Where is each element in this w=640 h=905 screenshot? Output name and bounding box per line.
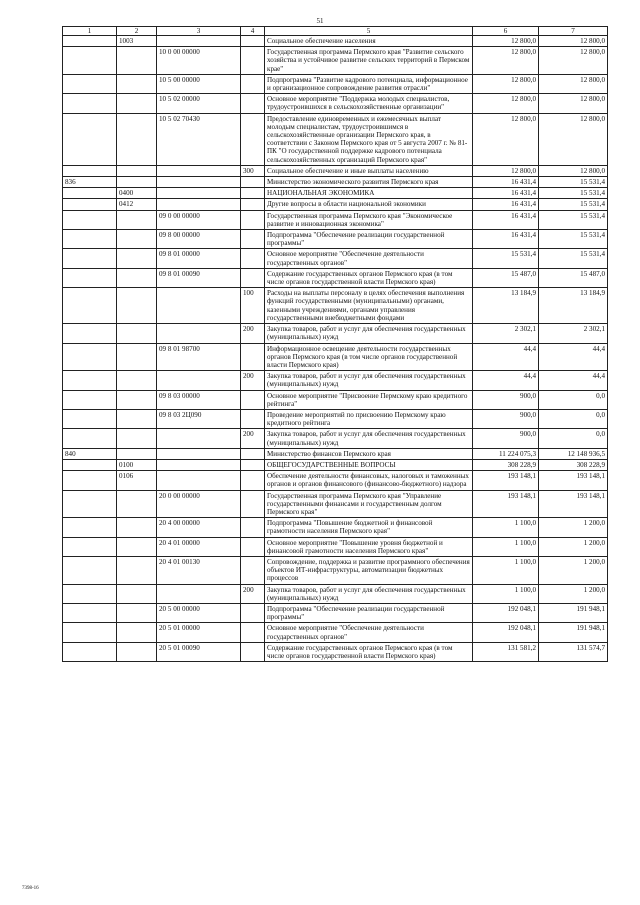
cell-amount-2: 15 531,4 bbox=[539, 249, 608, 268]
cell-amount-2: 12 800,0 bbox=[539, 74, 608, 93]
cell-amount-2: 15 531,4 bbox=[539, 177, 608, 188]
table-header bbox=[63, 27, 608, 36]
cell-amount-2: 308 228,9 bbox=[539, 459, 608, 470]
cell-target-article: 09 8 01 00000 bbox=[157, 249, 241, 268]
cell-section bbox=[117, 390, 157, 409]
cell-amount-2: 0,0 bbox=[539, 409, 608, 428]
cell-amount-1: 12 800,0 bbox=[473, 165, 539, 176]
cell-target-article: 20 5 01 00000 bbox=[157, 623, 241, 642]
cell-amount-2: 1 200,0 bbox=[539, 556, 608, 584]
cell-description: Подпрограмма "Развитие кадрового потенциала, информационное и организационное сопровождение развития отрасли" bbox=[265, 74, 473, 93]
cell-ministry bbox=[63, 94, 117, 113]
cell-expense-type bbox=[241, 390, 265, 409]
cell-amount-2: 193 148,1 bbox=[539, 471, 608, 490]
table-row bbox=[63, 448, 608, 459]
cell-amount-2: 15 531,4 bbox=[539, 199, 608, 210]
cell-expense-type bbox=[241, 230, 265, 249]
cell-amount-2: 44,4 bbox=[539, 371, 608, 390]
cell-target-article: 09 0 00 00000 bbox=[157, 210, 241, 229]
cell-amount-1: 12 800,0 bbox=[473, 94, 539, 113]
cell-amount-2: 2 302,1 bbox=[539, 324, 608, 343]
cell-amount-1: 44,4 bbox=[473, 343, 539, 371]
cell-ministry bbox=[63, 230, 117, 249]
cell-section bbox=[117, 409, 157, 428]
cell-ministry bbox=[63, 47, 117, 75]
cell-description: Закупка товаров, работ и услуг для обеспечения государственных (муниципальных) нужд bbox=[265, 584, 473, 603]
cell-description: Министерство экономического развития Пермского края bbox=[265, 177, 473, 188]
page-number: 51 bbox=[316, 17, 324, 25]
cell-section bbox=[117, 490, 157, 518]
cell-amount-1: 16 431,4 bbox=[473, 230, 539, 249]
table-row bbox=[63, 603, 608, 622]
cell-section bbox=[117, 603, 157, 622]
cell-description: Расходы на выплаты персоналу в целях обеспечения выполнения функций государственными (муниципальными) органами, казенными учреждениями, органами управления государственными внебюджетными фондами bbox=[265, 288, 473, 324]
table-row bbox=[63, 371, 608, 390]
table-row bbox=[63, 177, 608, 188]
cell-amount-1: 12 800,0 bbox=[473, 36, 539, 47]
cell-amount-1: 308 228,9 bbox=[473, 459, 539, 470]
cell-target-article: 10 5 02 70430 bbox=[157, 113, 241, 165]
cell-expense-type bbox=[241, 603, 265, 622]
cell-amount-1: 1 100,0 bbox=[473, 518, 539, 537]
cell-target-article: 10 5 00 00000 bbox=[157, 74, 241, 93]
cell-amount-1: 12 800,0 bbox=[473, 113, 539, 165]
cell-ministry bbox=[63, 371, 117, 390]
cell-description: Основное мероприятие "Обеспечение деятельности государственных органов" bbox=[265, 623, 473, 642]
cell-expense-type bbox=[241, 113, 265, 165]
cell-amount-2: 15 531,4 bbox=[539, 188, 608, 199]
cell-expense-type bbox=[241, 409, 265, 428]
cell-target-article: 09 8 01 00090 bbox=[157, 268, 241, 287]
cell-expense-type bbox=[241, 74, 265, 93]
table-row bbox=[63, 518, 608, 537]
cell-ministry bbox=[63, 490, 117, 518]
cell-amount-1: 12 800,0 bbox=[473, 74, 539, 93]
cell-target-article bbox=[157, 288, 241, 324]
cell-description: Закупка товаров, работ и услуг для обеспечения государственных (муниципальных) нужд bbox=[265, 429, 473, 448]
table-row bbox=[63, 113, 608, 165]
table-row bbox=[63, 471, 608, 490]
cell-ministry bbox=[63, 188, 117, 199]
cell-section: 1003 bbox=[117, 36, 157, 47]
cell-expense-type bbox=[241, 177, 265, 188]
cell-target-article bbox=[157, 448, 241, 459]
cell-section bbox=[117, 47, 157, 75]
cell-ministry bbox=[63, 74, 117, 93]
cell-description: Основное мероприятие "Обеспечение деятельности государственных органов" bbox=[265, 249, 473, 268]
cell-section bbox=[117, 113, 157, 165]
column-header: 4 bbox=[241, 27, 265, 36]
cell-ministry bbox=[63, 249, 117, 268]
cell-expense-type bbox=[241, 459, 265, 470]
cell-ministry bbox=[63, 471, 117, 490]
cell-target-article bbox=[157, 371, 241, 390]
cell-target-article: 20 4 01 00130 bbox=[157, 556, 241, 584]
cell-description: Другие вопросы в области национальной экономики bbox=[265, 199, 473, 210]
cell-amount-2: 15 487,0 bbox=[539, 268, 608, 287]
cell-expense-type bbox=[241, 188, 265, 199]
cell-ministry bbox=[63, 113, 117, 165]
cell-amount-1: 193 148,1 bbox=[473, 471, 539, 490]
table-row bbox=[63, 94, 608, 113]
cell-expense-type bbox=[241, 623, 265, 642]
cell-description: Основное мероприятие "Присвоение Пермскому краю кредитного рейтинга" bbox=[265, 390, 473, 409]
cell-amount-1: 192 048,1 bbox=[473, 603, 539, 622]
table-row bbox=[63, 459, 608, 470]
table-row bbox=[63, 390, 608, 409]
cell-description: Содержание государственных органов Пермского края (в том числе органов государственной власти Пермского края) bbox=[265, 268, 473, 287]
table-row bbox=[63, 409, 608, 428]
cell-amount-2: 131 574,7 bbox=[539, 642, 608, 661]
cell-expense-type: 300 bbox=[241, 165, 265, 176]
cell-amount-2: 193 148,1 bbox=[539, 490, 608, 518]
table-row bbox=[63, 249, 608, 268]
cell-description: ОБЩЕГОСУДАРСТВЕННЫЕ ВОПРОСЫ bbox=[265, 459, 473, 470]
cell-section bbox=[117, 623, 157, 642]
cell-description: Министерство финансов Пермского края bbox=[265, 448, 473, 459]
cell-target-article: 10 5 02 00000 bbox=[157, 94, 241, 113]
cell-description: Подпрограмма "Повышение бюджетной и финансовой грамотности населения Пермского края" bbox=[265, 518, 473, 537]
cell-target-article: 09 8 03 2Ц090 bbox=[157, 409, 241, 428]
cell-section bbox=[117, 642, 157, 661]
cell-amount-2: 44,4 bbox=[539, 343, 608, 371]
cell-target-article bbox=[157, 429, 241, 448]
cell-section bbox=[117, 343, 157, 371]
cell-expense-type bbox=[241, 343, 265, 371]
cell-amount-2: 12 800,0 bbox=[539, 47, 608, 75]
cell-target-article: 20 0 00 00000 bbox=[157, 490, 241, 518]
cell-amount-2: 15 531,4 bbox=[539, 230, 608, 249]
table-row bbox=[63, 36, 608, 47]
cell-description: Закупка товаров, работ и услуг для обеспечения государственных (муниципальных) нужд bbox=[265, 371, 473, 390]
cell-amount-1: 16 431,4 bbox=[473, 199, 539, 210]
cell-expense-type bbox=[241, 448, 265, 459]
column-header: 1 bbox=[63, 27, 117, 36]
cell-description: Информационное освещение деятельности государственных органов Пермского края (в том числе органов государственной власти Пермского края) bbox=[265, 343, 473, 371]
cell-expense-type bbox=[241, 518, 265, 537]
cell-expense-type bbox=[241, 537, 265, 556]
cell-amount-1: 12 800,0 bbox=[473, 47, 539, 75]
cell-amount-1: 192 048,1 bbox=[473, 623, 539, 642]
cell-ministry bbox=[63, 165, 117, 176]
cell-section bbox=[117, 177, 157, 188]
cell-description: Проведение мероприятий по присвоению Пермскому краю кредитного рейтинга bbox=[265, 409, 473, 428]
cell-target-article bbox=[157, 199, 241, 210]
cell-amount-2: 1 200,0 bbox=[539, 537, 608, 556]
cell-target-article bbox=[157, 459, 241, 470]
cell-section bbox=[117, 556, 157, 584]
cell-section bbox=[117, 268, 157, 287]
cell-target-article: 20 4 01 00000 bbox=[157, 537, 241, 556]
cell-amount-1: 900,0 bbox=[473, 390, 539, 409]
cell-amount-1: 1 100,0 bbox=[473, 556, 539, 584]
cell-amount-1: 2 302,1 bbox=[473, 324, 539, 343]
cell-target-article bbox=[157, 471, 241, 490]
cell-target-article: 20 5 01 00090 bbox=[157, 642, 241, 661]
table-row bbox=[63, 490, 608, 518]
cell-amount-1: 44,4 bbox=[473, 371, 539, 390]
cell-ministry bbox=[63, 343, 117, 371]
cell-amount-1: 193 148,1 bbox=[473, 490, 539, 518]
cell-amount-1: 900,0 bbox=[473, 429, 539, 448]
cell-description: Государственная программа Пермского края "Управление государственными финансами и государственным долгом Пермского края" bbox=[265, 490, 473, 518]
cell-description: НАЦИОНАЛЬНАЯ ЭКОНОМИКА bbox=[265, 188, 473, 199]
column-header: 5 bbox=[265, 27, 473, 36]
cell-description: Сопровождение, поддержка и развитие программного обеспечения объектов ИТ-инфраструктуры, автоматизации бюджетных процессов bbox=[265, 556, 473, 584]
column-header: 6 bbox=[473, 27, 539, 36]
cell-amount-1: 13 184,9 bbox=[473, 288, 539, 324]
table-row bbox=[63, 623, 608, 642]
cell-section: 0400 bbox=[117, 188, 157, 199]
cell-expense-type bbox=[241, 210, 265, 229]
cell-expense-type bbox=[241, 268, 265, 287]
cell-description: Предоставление единовременных и ежемесячных выплат молодым специалистам, трудоустроившимся в сельскохозяйственные организации Пермского края, в соответствии с Законом Пермского края от 5 августа 2007 г. № 81-ПК "О государственной поддержке кадрового потенциала сельскохозяйственных организаций Пермского края" bbox=[265, 113, 473, 165]
cell-section bbox=[117, 537, 157, 556]
cell-section: 0106 bbox=[117, 471, 157, 490]
cell-section bbox=[117, 288, 157, 324]
cell-amount-2: 12 800,0 bbox=[539, 165, 608, 176]
table-row bbox=[63, 165, 608, 176]
cell-ministry bbox=[63, 556, 117, 584]
cell-amount-2: 0,0 bbox=[539, 429, 608, 448]
table-row bbox=[63, 199, 608, 210]
cell-target-article: 20 5 00 00000 bbox=[157, 603, 241, 622]
cell-amount-2: 13 184,9 bbox=[539, 288, 608, 324]
cell-ministry bbox=[63, 537, 117, 556]
cell-section bbox=[117, 94, 157, 113]
cell-target-article: 10 0 00 00000 bbox=[157, 47, 241, 75]
table-row bbox=[63, 429, 608, 448]
cell-target-article bbox=[157, 165, 241, 176]
cell-target-article: 20 4 00 00000 bbox=[157, 518, 241, 537]
cell-section bbox=[117, 249, 157, 268]
table-row bbox=[63, 584, 608, 603]
cell-ministry: 836 bbox=[63, 177, 117, 188]
cell-amount-1: 900,0 bbox=[473, 409, 539, 428]
cell-expense-type bbox=[241, 642, 265, 661]
cell-amount-2: 12 800,0 bbox=[539, 36, 608, 47]
cell-description: Содержание государственных органов Пермского края (в том числе органов государственной власти Пермского края) bbox=[265, 642, 473, 661]
cell-expense-type bbox=[241, 556, 265, 584]
column-header: 3 bbox=[157, 27, 241, 36]
cell-description: Основное мероприятие "Поддержка молодых специалистов, трудоустроившихся в сельскохозяйственные организации" bbox=[265, 94, 473, 113]
cell-description: Закупка товаров, работ и услуг для обеспечения государственных (муниципальных) нужд bbox=[265, 324, 473, 343]
cell-target-article bbox=[157, 584, 241, 603]
cell-description: Социальное обеспечение и иные выплаты населению bbox=[265, 165, 473, 176]
cell-expense-type: 200 bbox=[241, 429, 265, 448]
cell-ministry bbox=[63, 603, 117, 622]
table-row bbox=[63, 537, 608, 556]
cell-amount-1: 1 100,0 bbox=[473, 537, 539, 556]
cell-expense-type: 100 bbox=[241, 288, 265, 324]
cell-section bbox=[117, 165, 157, 176]
cell-amount-1: 131 581,2 bbox=[473, 642, 539, 661]
cell-description: Подпрограмма "Обеспечение реализации государственной программы" bbox=[265, 230, 473, 249]
column-header: 2 bbox=[117, 27, 157, 36]
cell-section bbox=[117, 518, 157, 537]
table-row bbox=[63, 324, 608, 343]
cell-ministry bbox=[63, 288, 117, 324]
cell-target-article bbox=[157, 324, 241, 343]
column-header: 7 bbox=[539, 27, 608, 36]
table-row bbox=[63, 268, 608, 287]
cell-target-article bbox=[157, 177, 241, 188]
cell-target-article bbox=[157, 36, 241, 47]
cell-description: Государственная программа Пермского края "Развитие сельского хозяйства и устойчивое развитие сельских территорий в Пермском крае" bbox=[265, 47, 473, 75]
cell-ministry bbox=[63, 623, 117, 642]
cell-ministry bbox=[63, 429, 117, 448]
table-row bbox=[63, 288, 608, 324]
table-body bbox=[63, 36, 608, 662]
table-row bbox=[63, 47, 608, 75]
cell-expense-type bbox=[241, 47, 265, 75]
cell-amount-2: 1 200,0 bbox=[539, 584, 608, 603]
cell-section bbox=[117, 230, 157, 249]
cell-description: Основное мероприятие "Повышение уровня бюджетной и финансовой грамотности населения Пермского края" bbox=[265, 537, 473, 556]
table-row bbox=[63, 642, 608, 661]
cell-description: Обеспечение деятельности финансовых, налоговых и таможенных органов и органов финансового (финансово-бюджетного) надзора bbox=[265, 471, 473, 490]
table-row bbox=[63, 343, 608, 371]
cell-ministry bbox=[63, 518, 117, 537]
budget-table bbox=[62, 26, 608, 662]
cell-amount-1: 15 531,4 bbox=[473, 249, 539, 268]
cell-amount-1: 16 431,4 bbox=[473, 177, 539, 188]
cell-target-article bbox=[157, 188, 241, 199]
cell-description: Подпрограмма "Обеспечение реализации государственной программы" bbox=[265, 603, 473, 622]
cell-amount-1: 11 224 075,3 bbox=[473, 448, 539, 459]
cell-section bbox=[117, 448, 157, 459]
cell-ministry bbox=[63, 642, 117, 661]
cell-ministry bbox=[63, 409, 117, 428]
cell-ministry bbox=[63, 199, 117, 210]
cell-amount-1: 15 487,0 bbox=[473, 268, 539, 287]
table-row bbox=[63, 556, 608, 584]
footer-code: 7398-16 bbox=[22, 886, 39, 891]
table-row bbox=[63, 230, 608, 249]
cell-amount-2: 12 800,0 bbox=[539, 94, 608, 113]
cell-amount-2: 191 948,1 bbox=[539, 623, 608, 642]
cell-expense-type: 200 bbox=[241, 371, 265, 390]
cell-amount-2: 12 800,0 bbox=[539, 113, 608, 165]
cell-ministry bbox=[63, 390, 117, 409]
cell-amount-2: 12 148 936,5 bbox=[539, 448, 608, 459]
cell-amount-1: 16 431,4 bbox=[473, 188, 539, 199]
cell-section: 0412 bbox=[117, 199, 157, 210]
cell-ministry bbox=[63, 268, 117, 287]
cell-amount-2: 191 948,1 bbox=[539, 603, 608, 622]
cell-expense-type: 200 bbox=[241, 324, 265, 343]
cell-ministry bbox=[63, 459, 117, 470]
cell-amount-2: 1 200,0 bbox=[539, 518, 608, 537]
table-row bbox=[63, 188, 608, 199]
cell-ministry bbox=[63, 36, 117, 47]
cell-ministry bbox=[63, 584, 117, 603]
cell-expense-type bbox=[241, 94, 265, 113]
cell-target-article: 09 8 03 00000 bbox=[157, 390, 241, 409]
cell-amount-2: 0,0 bbox=[539, 390, 608, 409]
cell-expense-type bbox=[241, 490, 265, 518]
cell-expense-type bbox=[241, 249, 265, 268]
cell-section bbox=[117, 74, 157, 93]
cell-expense-type: 200 bbox=[241, 584, 265, 603]
cell-amount-1: 16 431,4 bbox=[473, 210, 539, 229]
cell-target-article: 09 8 00 00000 bbox=[157, 230, 241, 249]
table-row bbox=[63, 74, 608, 93]
cell-ministry: 840 bbox=[63, 448, 117, 459]
cell-expense-type bbox=[241, 199, 265, 210]
cell-section bbox=[117, 371, 157, 390]
cell-section bbox=[117, 584, 157, 603]
cell-section bbox=[117, 324, 157, 343]
cell-ministry bbox=[63, 210, 117, 229]
cell-ministry bbox=[63, 324, 117, 343]
cell-section bbox=[117, 210, 157, 229]
table-row bbox=[63, 210, 608, 229]
cell-target-article: 09 8 01 98700 bbox=[157, 343, 241, 371]
cell-description: Государственная программа Пермского края "Экономическое развитие и инновационная экономика" bbox=[265, 210, 473, 229]
cell-section: 0100 bbox=[117, 459, 157, 470]
cell-amount-2: 15 531,4 bbox=[539, 210, 608, 229]
cell-amount-1: 1 100,0 bbox=[473, 584, 539, 603]
cell-expense-type bbox=[241, 36, 265, 47]
cell-expense-type bbox=[241, 471, 265, 490]
cell-description: Социальное обеспечение населения bbox=[265, 36, 473, 47]
cell-section bbox=[117, 429, 157, 448]
